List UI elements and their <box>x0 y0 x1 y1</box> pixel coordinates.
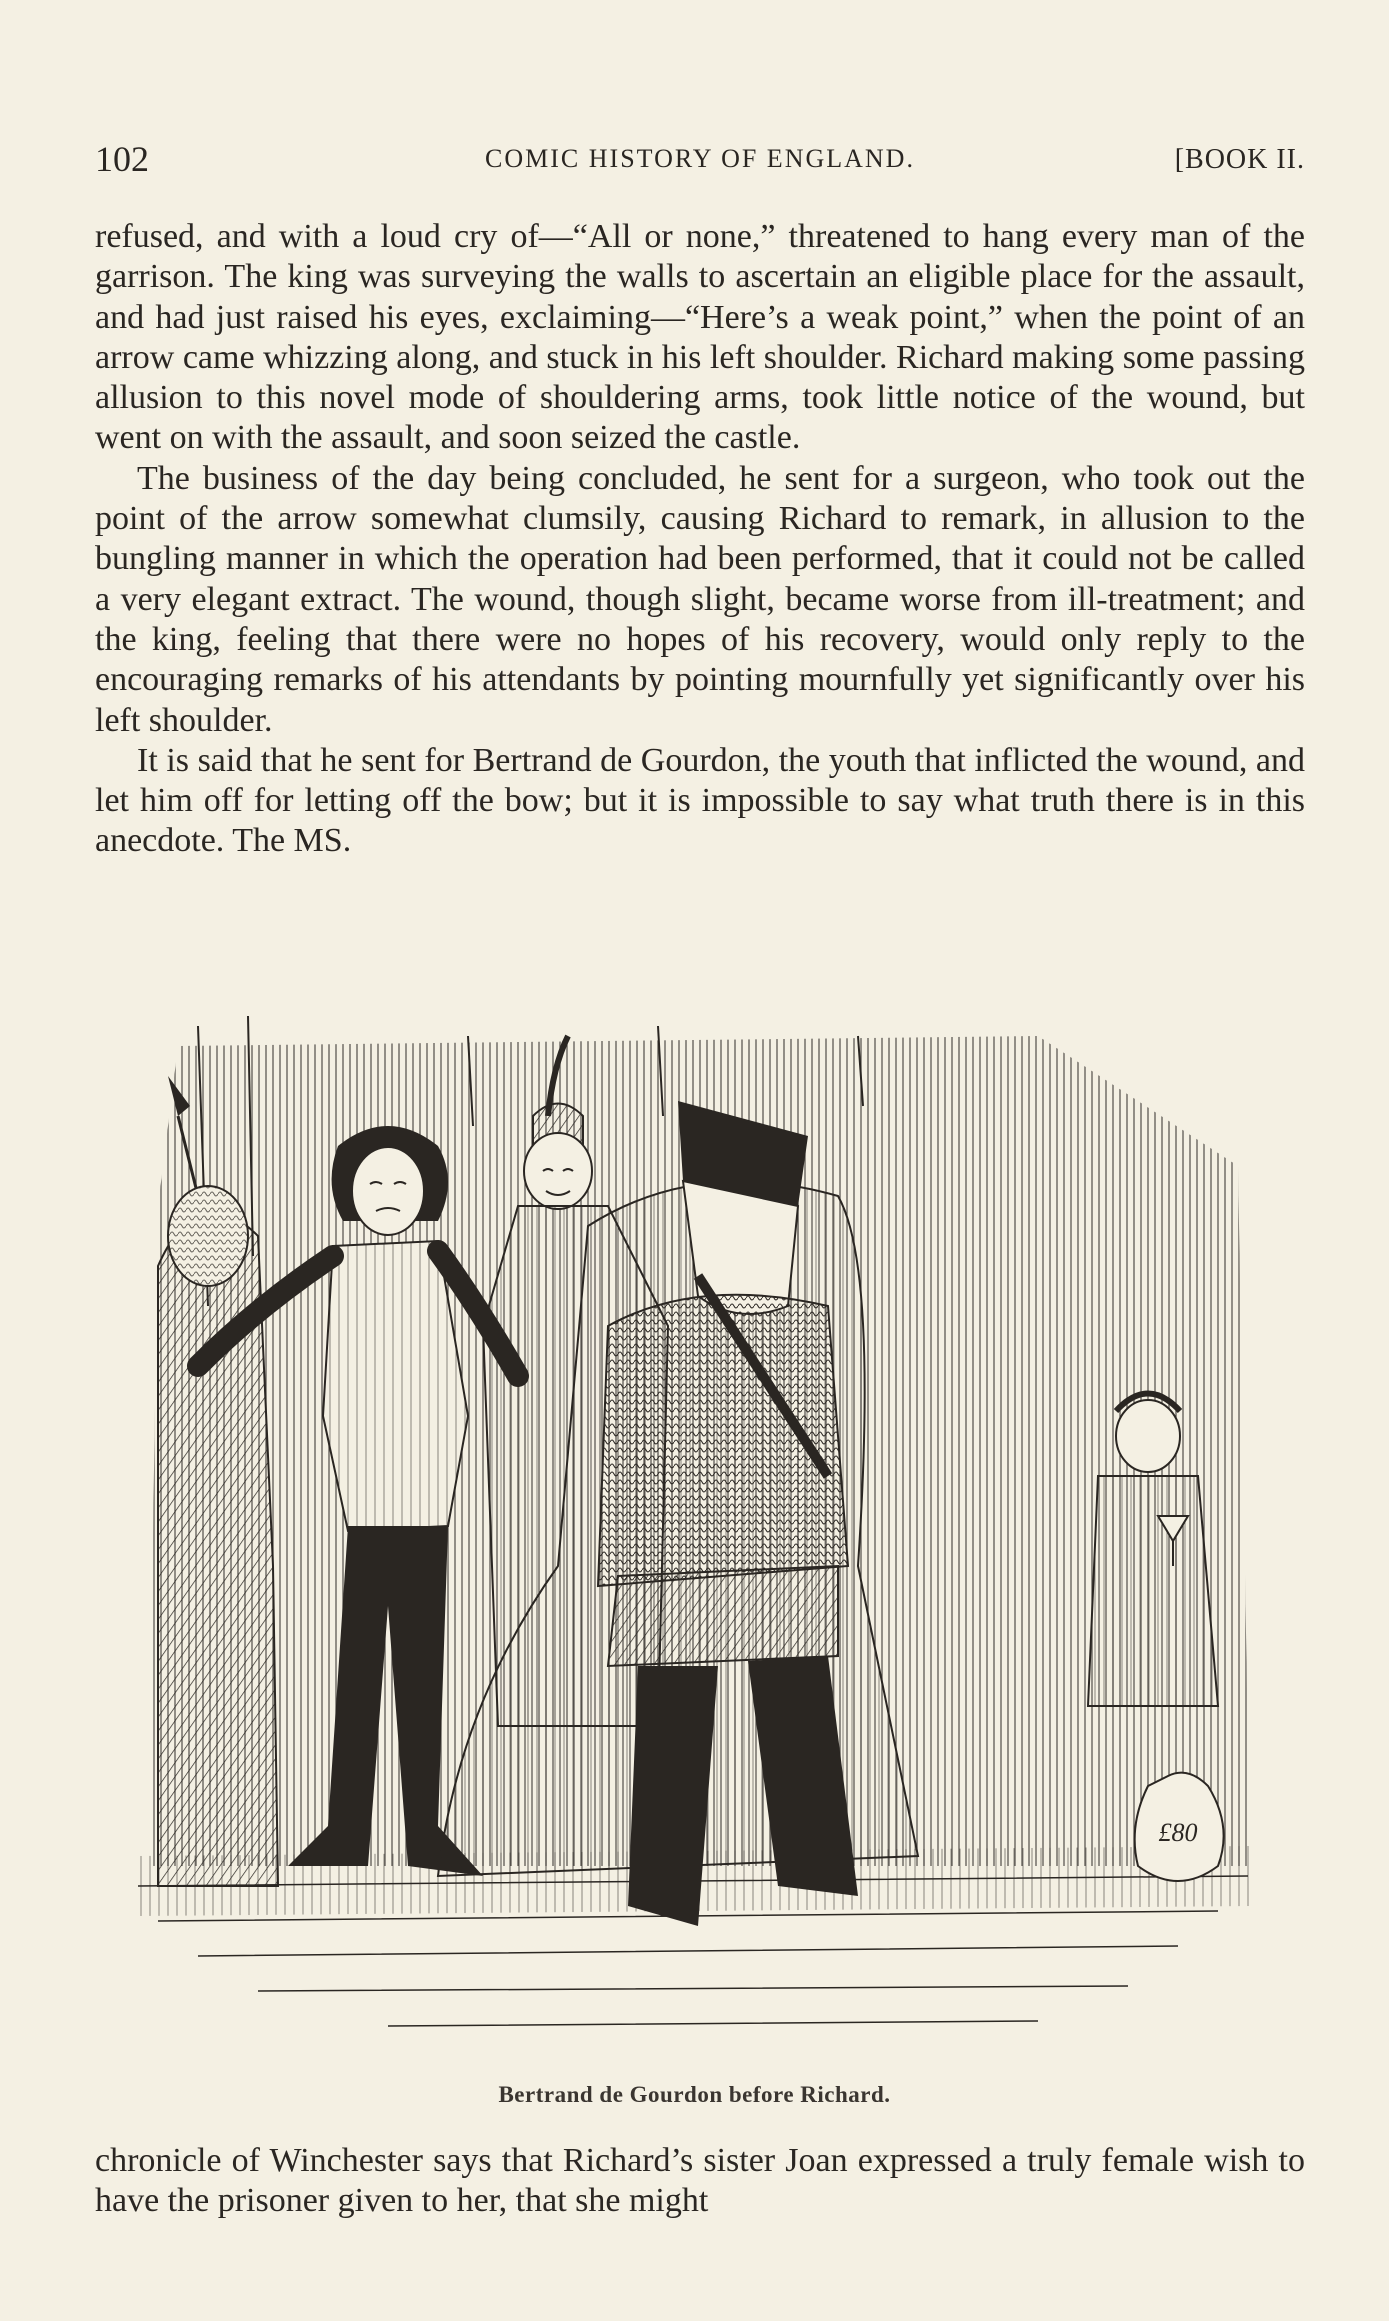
body-text-bottom <box>95 2141 1305 2222</box>
running-title: COMIC HISTORY OF ENGLAND. <box>485 144 915 173</box>
illustration-drawing <box>138 1006 1250 2056</box>
engraving-illustration <box>138 1006 1250 2056</box>
paragraph: The business of the day being concluded, he sent for a surgeon, who took out the point of the arrow somewhat clumsily, causing Richard to remark, in allusion to the bungling manner in which the operation had been performed, that it could not be called a very elegant extract. The wound, though slight, became worse from ill-treatment; and the king, feeling that there were no hopes of his recovery, would only reply to the encouraging remarks of his attendants by pointing mournfully yet significantly over his left shoulder. <box>95 459 1305 739</box>
paragraph: It is said that he sent for Bertrand de Gourdon, the youth that inflicted the wound, and let him off for letting off the bow; but it is impossible to say what truth there is in this anecdote. The MS. <box>95 741 1305 860</box>
book-label: [BOOK II. <box>1174 144 1305 175</box>
figure-caption: Bertrand de Gourdon before Richard. <box>498 2082 891 2107</box>
paragraph: chronicle of Winchester says that Richard’s sister Joan expressed a truly female wish to have the prisoner given to her, that she might <box>95 2142 1305 2220</box>
money-bag <box>1135 1773 1224 1881</box>
money-bag-label: £80 <box>1158 1818 1198 1847</box>
paragraph: refused, and with a loud cry of—“All or none,” threatened to hang every man of the garrison. The king was surveying the walls to ascertain an eligible place for the assault, and had just raised his eyes, exclaiming—“Here’s a weak point,” when the point of an arrow came whizzing along, and stuck in his left shoulder. Richard making some passing allusion to this novel mode of shouldering arms, took little notice of the wound, but went on with the assault, and soon seized the castle. <box>95 218 1305 457</box>
running-header <box>95 138 1305 184</box>
body-text-top <box>95 217 1305 862</box>
page-number: 102 <box>95 139 149 179</box>
